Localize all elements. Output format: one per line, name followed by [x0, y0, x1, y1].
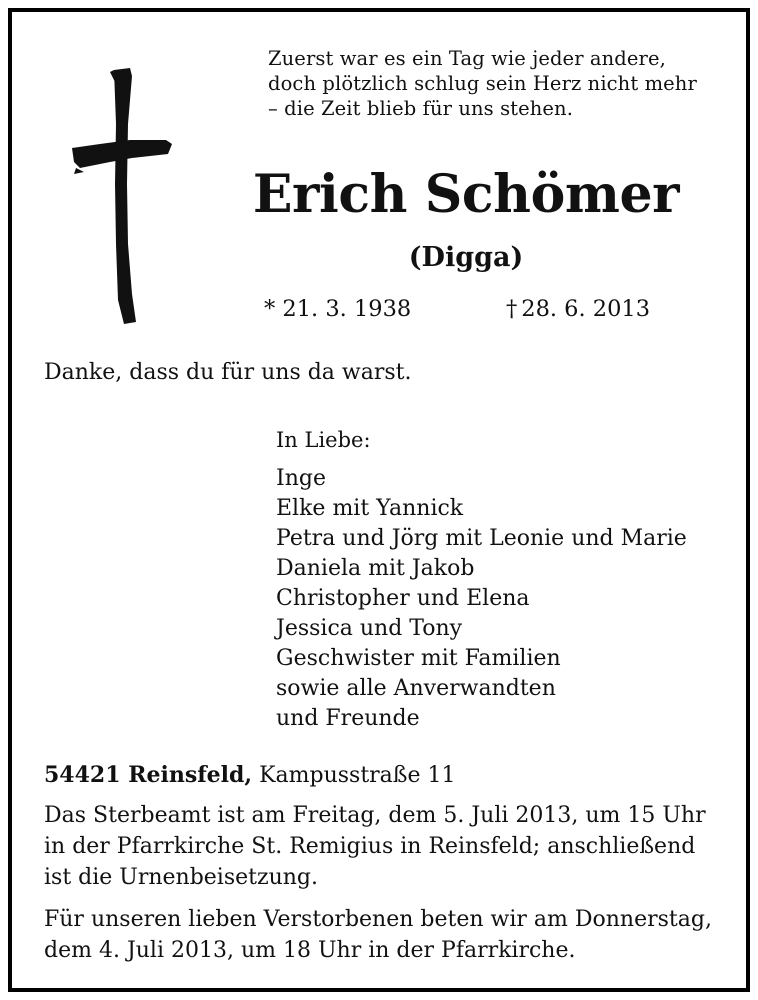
service-paragraph: Das Sterbeamt ist am Freitag, dem 5. Juli 2013, um 15 Uhr in der Pfarrkirche St. Remigius in Reinsfeld; anschließend ist die Urnenbeisetzung.	[44, 803, 706, 890]
poem-line: doch plötzlich schlug sein Herz nicht mehr	[268, 72, 697, 95]
brush-cross-icon	[70, 64, 180, 326]
list-item: Petra und Jörg mit Leonie und Marie	[276, 526, 687, 551]
dagger-icon: †	[506, 296, 518, 322]
list-item: Christopher und Elena	[276, 586, 530, 611]
death-date-line	[506, 294, 650, 324]
mourners-list	[276, 464, 687, 734]
address-street: Kampusstraße 11	[259, 763, 456, 788]
death-date: 28. 6. 2013	[521, 296, 651, 322]
poem	[268, 46, 728, 121]
list-item: Elke mit Yannick	[276, 496, 464, 521]
prayer-paragraph: Für unseren lieben Verstorbenen beten wir am Donnerstag, dem 4. Juli 2013, um 18 Uhr in der Pfarrkirche.	[44, 907, 712, 963]
deceased-nickname: (Digga)	[408, 242, 524, 273]
obituary-notice	[8, 8, 750, 992]
deceased-name: Erich Schömer	[252, 164, 680, 225]
birth-date: * 21. 3. 1938	[264, 296, 412, 322]
address-place: 54421 Reinsfeld,	[44, 762, 253, 788]
list-item: Geschwister mit Familien	[276, 646, 561, 671]
list-item: sowie alle Anverwandten	[276, 676, 556, 701]
mourners-label: In Liebe:	[276, 428, 371, 452]
list-item: Inge	[276, 466, 326, 491]
address	[44, 760, 456, 791]
poem-line: Zuerst war es ein Tag wie jeder andere,	[268, 47, 666, 70]
list-item: Daniela mit Jakob	[276, 556, 475, 581]
list-item: Jessica und Tony	[276, 616, 463, 641]
list-item: und Freunde	[276, 706, 420, 731]
thanks-text: Danke, dass du für uns da warst.	[44, 360, 412, 385]
poem-line: – die Zeit blieb für uns stehen.	[268, 97, 574, 120]
